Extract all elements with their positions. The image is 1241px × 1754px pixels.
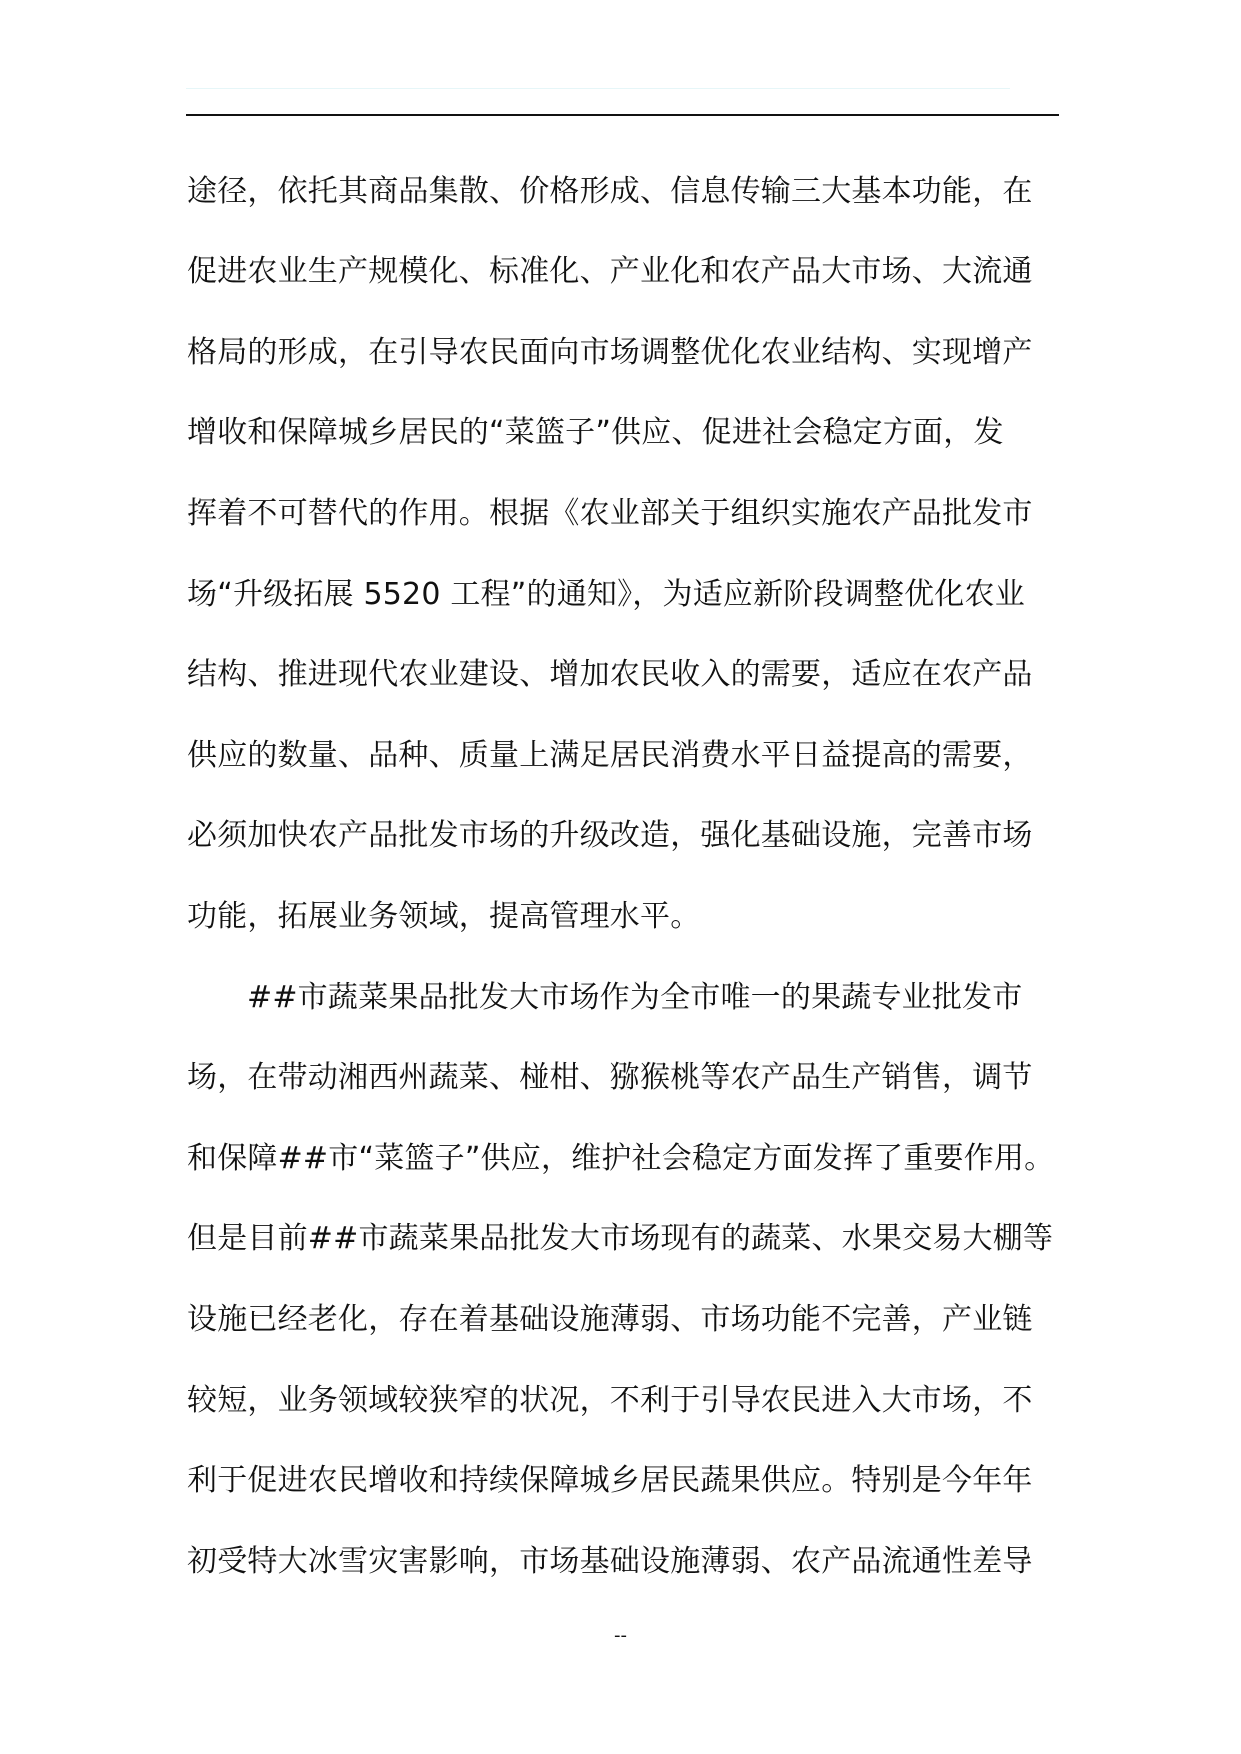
text-line: 设施已经老化，存在着基础设施薄弱、市场功能不完善，产业链 (187, 1302, 1033, 1337)
paragraph-first-line: ##市蔬菜果品批发大市场作为全市唯一的果蔬专业批发市 (247, 980, 1023, 1015)
text-line: 促进农业生产规模化、标准化、产业化和农产品大市场、大流通 (187, 254, 1033, 289)
text-line: 格局的形成，在引导农民面向市场调整优化农业结构、实现增产 (187, 335, 1033, 370)
header-faint-line (186, 88, 1010, 89)
text-line: 利于促进农民增收和持续保障城乡居民蔬果供应。特别是今年年 (187, 1463, 1033, 1498)
page-number: -- (614, 1625, 627, 1646)
text-line: 必须加快农产品批发市场的升级改造，强化基础设施，完善市场 (187, 818, 1033, 853)
header-rule (186, 114, 1059, 116)
text-line: 增收和保障城乡居民的“菜篮子”供应、促进社会稳定方面，发 (187, 415, 1004, 450)
text-line: 功能，拓展业务领域，提高管理水平。 (187, 899, 701, 934)
text-line: 途径，依托其商品集散、价格形成、信息传输三大基本功能，在 (187, 174, 1033, 209)
text-line: 场，在带动湘西州蔬菜、椪柑、猕猴桃等农产品生产销售，调节 (187, 1060, 1033, 1095)
text-line: 供应的数量、品种、质量上满足居民消费水平日益提高的需要， (187, 738, 1033, 773)
text-line: 挥着不可替代的作用。根据《农业部关于组织实施农产品批发市 (187, 496, 1033, 531)
text-line: 结构、推进现代农业建设、增加农民收入的需要，适应在农产品 (187, 657, 1033, 692)
text-line: 但是目前##市蔬菜果品批发大市场现有的蔬菜、水果交易大棚等 (187, 1221, 1054, 1256)
text-line: 初受特大冰雪灾害影响，市场基础设施薄弱、农产品流通性差导 (187, 1544, 1033, 1579)
text-line: 场“升级拓展 5520 工程”的通知》，为适应新阶段调整优化农业 (187, 577, 1025, 612)
text-line: 较短，业务领域较狭窄的状况，不利于引导农民进入大市场，不 (187, 1383, 1033, 1418)
text-line: 和保障##市“菜篮子”供应，维护社会稳定方面发挥了重要作用。 (187, 1141, 1055, 1176)
